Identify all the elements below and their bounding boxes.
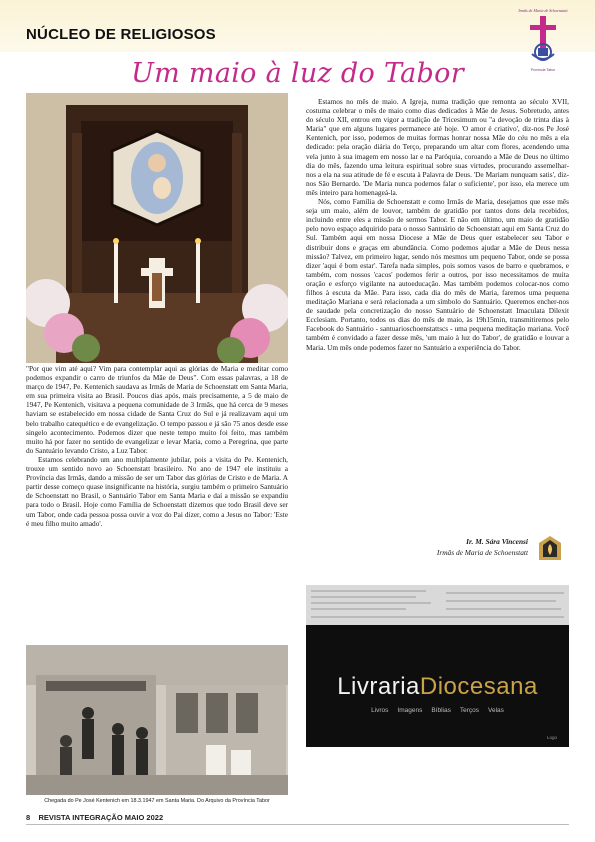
footer-divider (26, 824, 569, 825)
advert-brand-part2: Diocesana (419, 673, 538, 700)
advert-categories (306, 707, 569, 714)
advert-logo-label: Logo (546, 735, 557, 740)
logo-bottom-text: Província Tabor (530, 68, 556, 72)
article-right-column (306, 97, 569, 352)
historic-photo (26, 645, 288, 795)
signature-role: Irmãs de Maria de Schoenstatt (436, 548, 528, 557)
advert-category: Velas (488, 707, 504, 714)
section-title: NÚCLEO DE RELIGIOSOS (26, 26, 216, 43)
publication-name: REVISTA INTEGRAÇÃO MAIO 2022 (38, 813, 164, 822)
article-left-column (26, 364, 288, 528)
article-paragraph: Estamos no mês de maio. A Igreja, numa tradição que remonta ao século XVII, costuma celebrar o mês de maio como dias dedicados à Mãe de Jesus. Sobretudo, antes do século XII, entrou em vigor a tradição de Tricesimum ou "a devoção de trinta dias à Maria" que em alguns lugares permanece até hoje. 'O amor é criativo', diz-nos Pe José Kentenich, por isso, podemos de muitas formas honrar nossa Mãe do céu no mês a ela dedicado: pela oração diária do Terço, preparando um altar com flores, acendendo uma vela junto à sua imagem em nosso lar e na Paróquia, coroando a Mãe de Deus no último dia do mês, fazendo uma leitura espiritual sobre suas virtudes, procurando assemelhar-nos a ela na sua atitude de fé e escuta à Palavra de Deus. 'De Mariam nunquam satis', diz-nos São Bernardo. 'De Maria nunca podemos falar o suficiente', por isso, ela merece um mês inteiro para homenageá-la. (306, 97, 569, 197)
newspaper-texture (306, 585, 569, 625)
shrine-emblem-icon (538, 535, 562, 561)
article-paragraph: Nós, como Família de Schoenstatt e como Irmãs de Maria, desejamos que esse mês seja um maio, além de louvor, também de gratidão por tantos dons dela recebidos, incluindo entre eles a missão de sermos Tabor. E não em último, um maio de gratidão pelo novo espaço adquirido para o nosso Santuário de Schoenstatt aqui em Santa Cruz do Sul. Também aqui em nossa Diocese a Mãe de Deus quer estabelecer seu Tabor e distribuir dons e graças em abundância. Como podemos ajudar a Mãe de Deus nessa missão? Talvez, em primeiro lugar, sendo nós mesmos um pequeno Tabor, onde se possa dizer 'aqui é bom estar'. Tarefa nada simples, pois somos vasos de barro e quebramos, e também, com nossos 'cacos' podemos ferir a outros, por isso necessitamos de muita oração e esforço vigilante na autoeducação. Mas também podemos colocar-nos como filhos à escuta da Mãe. Para isso, cada dia do mês de Maria, faremos uma pequena meditação Mariana e será relacionada a um símbolo do Santuário. Queremos encher-nos de saudade pela concretização do nosso Santuário de Schoenstatt Imaculata Dilexit Ecclesiam. Portanto, todos os dias do mês de maio, às 19h15min, transmitiremos pelo Facebook do Santuário - santuarioschoenstattscs - uma pequena meditação mariana. Você também é convidado a fazer desse mês, 'um maio à luz do Tabor', de gratidão e louvar a Maria. Um mês onde podemos fazer no Santuário a experiência do Tabor. (306, 197, 569, 352)
advert-category: Imagens (397, 707, 423, 714)
advert-category: Livros (371, 707, 389, 714)
article-title: Um maio à luz do Tabor (131, 58, 464, 89)
advert-category: Bíblias (431, 707, 451, 714)
page-number: 8 (26, 813, 31, 822)
advert-category: Terços (459, 707, 480, 714)
advert-brand-part1: Livraria (337, 673, 420, 700)
photo-caption: Chegada do Pe José Kentenich em 18.3.1947 em Santa Maria. Do Arquivo da Província Tabor (44, 798, 270, 804)
altar-photo (26, 93, 288, 363)
logo-top-text: Irmãs de Maria de Schoenstatt (518, 8, 568, 13)
signature-name: Ir. M. Sára Vincensi (466, 537, 528, 546)
advert-brand (306, 673, 569, 701)
article-paragraph: "Por que vim até aqui? Vim para contemplar aqui as glórias de Maria e meditar como podemos expandir o carro de triunfos da Mãe de Deus". Com essas palavras, a 18 de março de 1947, Pe. Kentenich saudava as Irmãs de Maria de Schoenstatt em Santa Maria, em sua primeira visita ao Brasil. Poucos dias após, mais precisamente, a 5 de maio de 1947, Pe Kentenich, visitava a pequena comunidade de 3 Irmãs, que há cerca de 9 meses haviam se estabelecido em nossa cidade de Santa Cruz do Sul e já realizavam aqui um belo trabalho catequético e de evangelização. O tempo passou e já são 75 anos desde esse singelo acontecimento. Podemos dizer que neste tempo muito foi feito, mas também muito há por fazer no sentido de evangelizar e levar Maria, como a Peregrina, que parte do Santuário levando Cristo, a Luz Tabor. (26, 364, 288, 455)
page-footer (26, 813, 163, 822)
bookstore-advert[interactable] (306, 585, 569, 747)
article-paragraph: Estamos celebrando um ano multiplamente jubilar, pois a visita do Pe. Kentenich, trouxe um sentido novo ao Schoenstatt brasileiro. No ano de 1947 ele instituiu a Província das Irmãs, dando a missão de ser um Tabor das glórias de Cristo e de Maria. A partir desse começo quase insignificante na história, surgiu também o primeiro Santuário de Schoenstatt no Brasil, o Santuário Tabor em Santa Maria e daí a missão se expandiu para todo o Brasil. Hoje como Família de Schoenstatt dizemos que todo Brasil deve ser um Tabor, onde cada pessoa possa ouvir a voz do Pai dizer, como a Jesus no Tabor: 'Este é meu filho muito amado'. (26, 454, 288, 528)
